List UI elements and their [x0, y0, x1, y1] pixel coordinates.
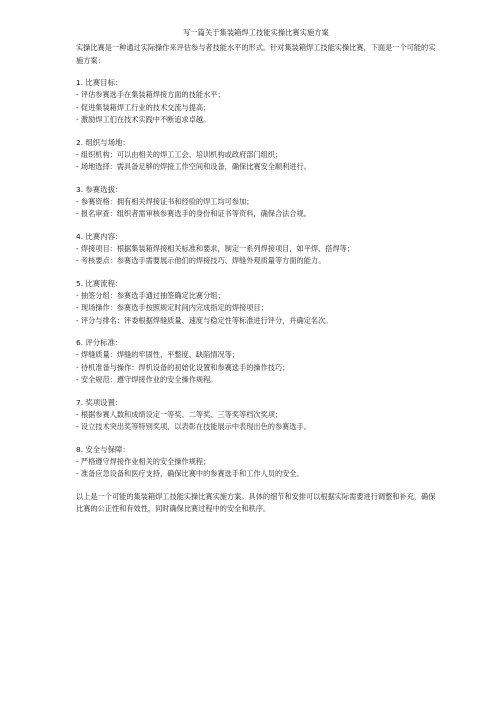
section-1 — [76, 77, 436, 127]
section-list-item: - 组织机构：可以由相关的焊工工会、培训机构或政府部门组织； — [76, 149, 283, 159]
document-title: 写一篇关于集装箱焊工技能实操比赛实施方案 — [183, 28, 329, 37]
section-list-item: - 抽签分组：参赛选手通过抽签确定比赛分组； — [76, 290, 225, 300]
section-heading: 3. 参赛选拔： — [76, 184, 123, 194]
section-list-item: - 评分与排名：评委根据焊缝质量、速度与稳定性等标准进行评分，并确定名次。 — [76, 315, 333, 325]
section-heading: 1. 比赛目标： — [76, 78, 123, 87]
conclusion-paragraph: 以上是一个可能的集装箱焊工技能实操比赛实施方案。具体的细节和安排可以根据实际需要进行调整和补充，确保比赛的公正性和有效性，同时确保比赛过程中的安全和秩序。 — [76, 491, 436, 513]
section-list-item: - 待机准备与操作：焊机设备的初始化设置和参赛选手的操作技巧； — [76, 362, 290, 372]
section-list-item: - 准备应急设备和医疗支持，确保比赛中的参赛选手和工作人员的安全。 — [76, 469, 304, 478]
section-list-item: - 焊接项目：根据集装箱焊接相关标准和要求，制定一系列焊接项目，如平焊、搭焊等； — [76, 243, 355, 253]
section-list-item: - 安全规范：遵守焊接作业的安全操作规程。 — [76, 375, 218, 384]
section-list-item: - 评估参赛选手在集装箱焊接方面的技能水平； — [76, 90, 225, 99]
section-list-item: - 促进集装箱焊工行业的技术交流与提高； — [76, 102, 211, 112]
section-heading: 5. 比赛流程： — [76, 278, 123, 288]
section-list-item: - 根据参赛人数和成绩设定一等奖、二等奖、三等奖等档次奖项； — [76, 409, 283, 419]
section-7 — [76, 397, 436, 434]
section-list-item: - 场地选择：需具备足够的焊接工作空间和设备，确保比赛安全顺利进行。 — [76, 162, 311, 171]
section-list-item: - 参赛资格：拥有相关焊接证书和经验的焊工均可参加； — [76, 196, 254, 206]
section-list-item: - 严格遵守焊接作业相关的安全操作规程； — [76, 456, 211, 466]
section-list-item: - 设立技术突出奖等特别奖项，以表彰在技能展示中表现出色的参赛选手。 — [76, 422, 311, 431]
section-8 — [76, 444, 436, 481]
section-heading: 4. 比赛内容： — [76, 231, 123, 241]
section-heading: 8. 安全与保障： — [76, 444, 130, 454]
section-heading: 6. 评分标准： — [76, 338, 123, 347]
sections-container — [76, 77, 436, 481]
section-3 — [76, 184, 436, 221]
section-heading: 7. 奖项设置： — [76, 397, 123, 407]
section-6 — [76, 337, 436, 387]
section-list-item: - 现场操作：参赛选手按照规定时间内完成指定的焊接项目； — [76, 303, 268, 312]
section-list-item: - 焊缝质量：焊缝的牢固性、平整度、缺陷情况等； — [76, 350, 240, 359]
section-list-item: - 考核要点：参赛选手需要展示他们的焊接技巧、焊缝外观质量等方面的能力。 — [76, 256, 326, 265]
section-heading: 2. 组织与场地： — [76, 137, 130, 147]
section-list-item: - 激励焊工们在技术实践中不断追求卓越。 — [76, 115, 211, 124]
section-list-item: - 报名审查：组织者需审核参赛选手的身份和证书等资料，确保合法合规。 — [76, 209, 311, 218]
intro-paragraph: 实操比赛是一种通过实际操作来评估参与者技能水平的形式。针对集装箱焊工技能实操比赛，下面是一个可能的实施方案： — [76, 43, 436, 65]
section-4 — [76, 231, 436, 268]
section-5 — [76, 278, 436, 328]
section-2 — [76, 137, 436, 174]
document-page — [76, 28, 436, 516]
